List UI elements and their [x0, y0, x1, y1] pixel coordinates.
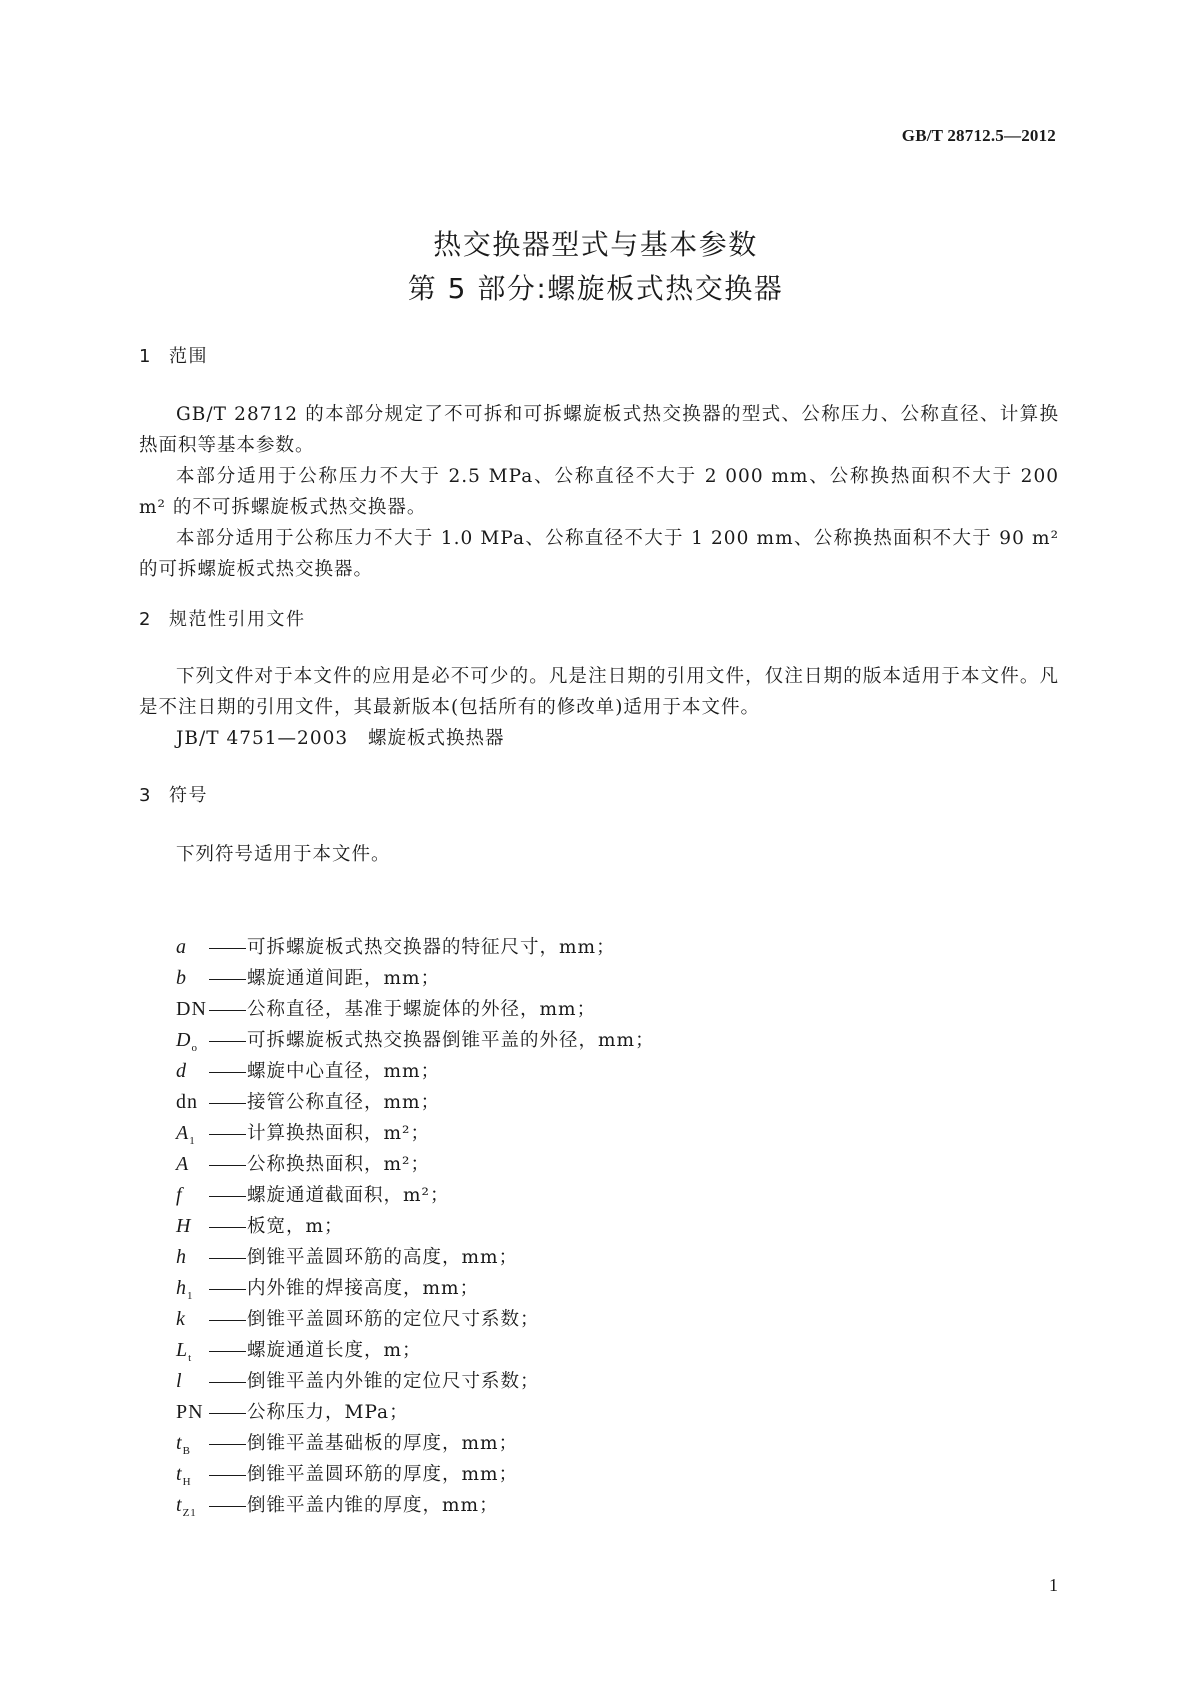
scope-paragraph-3: 本部分适用于公称压力不大于 1.0 MPa、公称直径不大于 1 200 mm、公称换热面积不大于 90 m² 的可拆螺旋板式热交换器。 [139, 528, 1059, 580]
symbol-row [176, 1242, 655, 1273]
symbol-description: 倒锥平盖圆环筋的定位尺寸系数； [247, 1309, 540, 1330]
dash-separator [209, 1506, 246, 1507]
references-paragraph: 下列文件对于本文件的应用是必不可少的。凡是注日期的引用文件，仅注日期的版本适用于本文件。凡是不注日期的引用文件，其最新版本(包括所有的修改单)适用于本文件。 [139, 666, 1059, 718]
symbol-row [176, 1087, 655, 1118]
dash-separator [209, 1227, 246, 1228]
symbol-description: 螺旋通道长度，m； [247, 1340, 422, 1361]
symbol-description: 倒锥平盖基础板的厚度，mm； [247, 1433, 519, 1454]
symbol: f [176, 1184, 183, 1206]
symbol: d [176, 1060, 187, 1082]
symbol: $h_1$ [176, 1277, 194, 1302]
symbol: $t_H$ [176, 1463, 192, 1488]
symbol-description: 公称压力，MPa； [247, 1402, 409, 1423]
symbol-description: 计算换热面积，m²； [247, 1123, 430, 1144]
symbol-row [176, 1180, 655, 1211]
symbol-description: 螺旋通道截面积，m²； [247, 1185, 450, 1206]
dash-separator [209, 1134, 246, 1135]
symbol-description: 板宽，m； [247, 1216, 344, 1237]
dash-separator [209, 948, 246, 949]
symbol-description: 可拆螺旋板式热交换器倒锥平盖的外径，mm； [247, 1030, 655, 1051]
symbol-row [176, 1025, 655, 1056]
dash-separator [209, 1289, 246, 1290]
section-number: 1 [139, 346, 151, 367]
symbol: h [176, 1246, 187, 1268]
symbol: H [176, 1215, 192, 1237]
symbol-row [176, 1335, 655, 1366]
symbol-description: 可拆螺旋板式热交换器的特征尺寸，mm； [247, 937, 616, 958]
document-subtitle: 第 5 部分:螺旋板式热交换器 [407, 272, 784, 305]
symbol: $L_t$ [176, 1339, 193, 1364]
symbol-description: 螺旋通道间距，mm； [247, 968, 441, 989]
dash-separator [209, 1165, 246, 1166]
dash-separator [209, 1413, 246, 1414]
symbol-row [176, 1211, 655, 1242]
section-heading-normative-references [139, 608, 306, 632]
symbol: b [176, 967, 187, 989]
dash-separator [209, 1475, 246, 1476]
section-title: 符号 [169, 785, 208, 806]
symbol-description: 公称换热面积，m²； [247, 1154, 430, 1175]
page-number: 1 [1049, 1575, 1058, 1595]
symbol-description: 接管公称直径，mm； [247, 1092, 441, 1113]
symbol-description: 倒锥平盖内锥的厚度，mm； [247, 1495, 499, 1516]
symbol: dn [176, 1091, 198, 1113]
dash-separator [209, 1041, 246, 1042]
symbol-description: 倒锥平盖内外锥的定位尺寸系数； [247, 1371, 540, 1392]
symbol-description: 螺旋中心直径，mm； [247, 1061, 441, 1082]
symbol: $D_o$ [176, 1029, 198, 1054]
document-title: 热交换器型式与基本参数 [433, 228, 758, 261]
dash-separator [209, 1444, 246, 1445]
dash-separator [209, 1196, 246, 1197]
dash-separator [209, 1382, 246, 1383]
symbol-row [176, 1490, 655, 1521]
dash-separator [209, 1258, 246, 1259]
symbol-row [176, 1304, 655, 1335]
symbol-row [176, 1118, 655, 1149]
dash-separator [209, 1351, 246, 1352]
symbol-row [176, 1397, 655, 1428]
symbol-row [176, 932, 655, 963]
section-heading-symbols [139, 784, 208, 808]
symbol-row [176, 994, 655, 1025]
dash-separator [209, 1320, 246, 1321]
symbol: $A_1$ [176, 1122, 196, 1147]
symbol: a [176, 936, 187, 958]
symbol-row [176, 1459, 655, 1490]
symbol-description: 倒锥平盖圆环筋的厚度，mm； [247, 1464, 519, 1485]
dash-separator [209, 1103, 246, 1104]
symbols-intro: 下列符号适用于本文件。 [176, 844, 391, 865]
symbol: $t_B$ [176, 1432, 191, 1457]
standard-code: GB/T 28712.5—2012 [901, 126, 1056, 145]
scope-paragraph-2: 本部分适用于公称压力不大于 2.5 MPa、公称直径不大于 2 000 mm、公称换热面积不大于 200 m² 的不可拆螺旋板式热交换器。 [139, 466, 1059, 518]
reference-title: 螺旋板式换热器 [368, 728, 505, 749]
symbol-description: 倒锥平盖圆环筋的高度，mm； [247, 1247, 519, 1268]
reference-code: JB/T 4751—2003 [176, 728, 349, 749]
symbol: A [176, 1153, 190, 1175]
section-heading-scope [139, 345, 208, 369]
symbol-row [176, 1149, 655, 1180]
section-number: 2 [139, 609, 151, 630]
symbol-row [176, 1273, 655, 1304]
symbol-list [176, 932, 655, 1521]
scope-paragraph-1: GB/T 28712 的本部分规定了不可拆和可拆螺旋板式热交换器的型式、公称压力、公称直径、计算换热面积等基本参数。 [139, 404, 1059, 456]
symbol-description: 公称直径，基准于螺旋体的外径，mm； [247, 999, 597, 1020]
section-number: 3 [139, 785, 151, 806]
symbol-row [176, 1366, 655, 1397]
dash-separator [209, 1010, 246, 1011]
symbol: l [176, 1370, 183, 1392]
symbol: DN [176, 998, 207, 1020]
symbol: $t_{Z1}$ [176, 1494, 197, 1519]
symbol-row [176, 1428, 655, 1459]
symbol-row [176, 1056, 655, 1087]
section-title: 规范性引用文件 [169, 609, 306, 630]
dash-separator [209, 1072, 246, 1073]
reference-entry [176, 723, 505, 754]
symbol: PN [176, 1401, 204, 1423]
symbol-row [176, 963, 655, 994]
symbol: k [176, 1308, 186, 1330]
symbol-description: 内外锥的焊接高度，mm； [247, 1278, 480, 1299]
section-title: 范围 [169, 346, 208, 367]
dash-separator [209, 979, 246, 980]
